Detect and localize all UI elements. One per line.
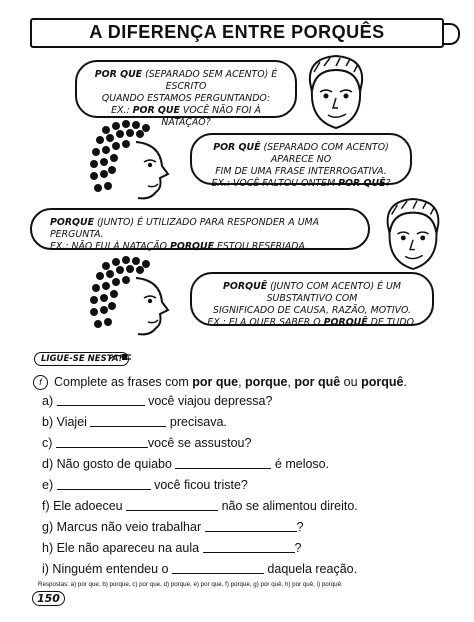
speech-bubble-4	[190, 272, 434, 326]
item-b-post: precisava.	[166, 415, 227, 429]
item-h-post: ?	[294, 541, 302, 555]
bubble-4-ex-rest: DE TUDO.	[367, 317, 417, 328]
bubble-3-ex-rest: ESTOU RESFRIADA.	[214, 241, 309, 252]
item-d-post: é meloso.	[271, 457, 330, 471]
term-porque-acento: PORQUÊ	[223, 281, 268, 292]
bubble-2-ex-term: POR QUÊ	[338, 178, 386, 189]
answer-blank-g[interactable]	[205, 520, 297, 532]
item-e-pre: e)	[42, 478, 57, 492]
bubble-4-line1: (JUNTO COM ACENTO) É UM SUBSTANTIVO COM	[266, 281, 401, 304]
bubble-1-ex-rest: VOCÊ NÃO FOI À NATAÇÃO?	[161, 105, 261, 128]
answer-blank-a[interactable]	[57, 394, 145, 406]
answer-blank-e[interactable]	[57, 478, 151, 490]
item-h-pre: h) Ele não apareceu na aula	[42, 541, 203, 555]
term-porque: PORQUE	[50, 217, 95, 228]
option-porque-acento: porquê	[361, 375, 404, 389]
page-number: 150	[32, 591, 65, 606]
bubble-1-ex-term: POR QUE	[132, 105, 180, 116]
exercise-item-f	[42, 499, 358, 513]
item-c-pre: c)	[42, 436, 56, 450]
bubble-1-line2: QUANDO ESTAMOS PERGUNTANDO:	[101, 93, 271, 104]
item-c-post: você se assustou?	[147, 436, 252, 450]
speech-bubble-1	[75, 60, 297, 128]
title-bar	[30, 18, 444, 48]
item-a-post: você viajou depressa?	[144, 394, 273, 408]
item-b-pre: b) Viajei	[42, 415, 91, 429]
title-tab-decoration	[442, 23, 460, 45]
term-por-que: POR QUE	[94, 69, 143, 80]
term-por-que-acento: POR QUÊ	[213, 142, 261, 153]
instruction-sep-2: ,	[287, 375, 295, 389]
bubble-2-line2: FIM DE UMA FRASE INTERROGATIVA.	[215, 166, 387, 177]
exercise-letter-badge: f	[33, 375, 48, 390]
item-i-post: daquela reação.	[263, 562, 358, 576]
answer-key: Respostas: a) por que, b) porque, c) por que, d) porque, e) por que, f) porque, g) por quê, h) por quê, i) porquê.	[38, 581, 343, 588]
option-porque: porque	[245, 375, 288, 389]
item-g-post: ?	[296, 520, 304, 534]
exercise-item-d	[42, 457, 329, 471]
item-i-pre: i) Ninguém entendeu o	[42, 562, 172, 576]
bubble-3-line1: (JUNTO) É UTILIZADO PARA RESPONDER A UMA PERGUNTA.	[50, 217, 320, 240]
item-f-pre: f) Ele adoeceu	[42, 499, 127, 513]
answer-blank-d[interactable]	[175, 457, 271, 469]
instruction-text: Complete as frases com	[54, 375, 193, 389]
answer-blank-b[interactable]	[90, 415, 166, 427]
boy-face-icon	[300, 52, 372, 132]
exercise-item-h	[42, 541, 302, 555]
option-por-que: por que	[192, 375, 239, 389]
speech-bubble-2	[190, 133, 412, 189]
bubble-1-ex-prefix: EX.:	[111, 105, 133, 116]
bubble-4-line2: SIGNIFICADO DE CAUSA, RAZÃO, MOTIVO.	[213, 305, 411, 316]
bubble-2-ex-prefix: EX.: VOCÊ FALTOU ONTEM	[211, 178, 339, 189]
answer-blank-f[interactable]	[126, 499, 218, 511]
bubble-2-line1: (SEPARADO COM ACENTO) APARECE NO	[260, 142, 389, 165]
item-a-pre: a)	[42, 394, 57, 408]
item-d-pre: d) Não gosto de quiabo	[42, 457, 176, 471]
bubble-1-line1: (SEPARADO SEM ACENTO) É ESCRITO	[142, 69, 278, 92]
instruction-sep-4: .	[403, 375, 407, 389]
instruction-sep-1: ,	[238, 375, 246, 389]
answer-blank-i[interactable]	[172, 562, 264, 574]
item-g-pre: g) Marcus não veio trabalhar	[42, 520, 205, 534]
exercise-instruction	[33, 375, 407, 390]
item-f-post: não se alimentou direito.	[218, 499, 358, 513]
bubble-2-ex-rest: ?	[385, 178, 391, 189]
girl-face-icon	[86, 118, 186, 213]
item-e-post: você ficou triste?	[150, 478, 248, 492]
bubble-4-ex-prefix: EX.: ELA QUER SABER O	[207, 317, 324, 328]
plug-icon	[110, 351, 132, 363]
exercise-item-i	[42, 562, 357, 576]
exercise-item-g	[42, 520, 304, 534]
bubble-3-ex-term: PORQUE	[169, 241, 215, 252]
exercise-item-c	[42, 436, 251, 450]
girl-face-icon-2	[86, 254, 186, 349]
exercise-item-b	[42, 415, 227, 429]
answer-blank-c[interactable]	[56, 436, 148, 448]
ligue-se-nesta-label: LIGUE-SE NESTA!	[34, 352, 129, 366]
instruction-sep-3: ou	[340, 375, 362, 389]
bubble-3-ex-prefix: EX.: NÃO FUI À NATAÇÃO	[50, 241, 170, 252]
answer-blank-h[interactable]	[203, 541, 295, 553]
speech-bubble-3	[30, 208, 370, 250]
boy-face-icon-2	[378, 195, 448, 273]
bubble-4-ex-term: PORQUÊ	[323, 317, 368, 328]
exercise-item-a	[42, 394, 272, 408]
option-por-que-acento: por quê	[294, 375, 341, 389]
page-title: A DIFERENÇA ENTRE PORQUÊS	[89, 22, 385, 42]
exercise-item-e	[42, 478, 248, 492]
